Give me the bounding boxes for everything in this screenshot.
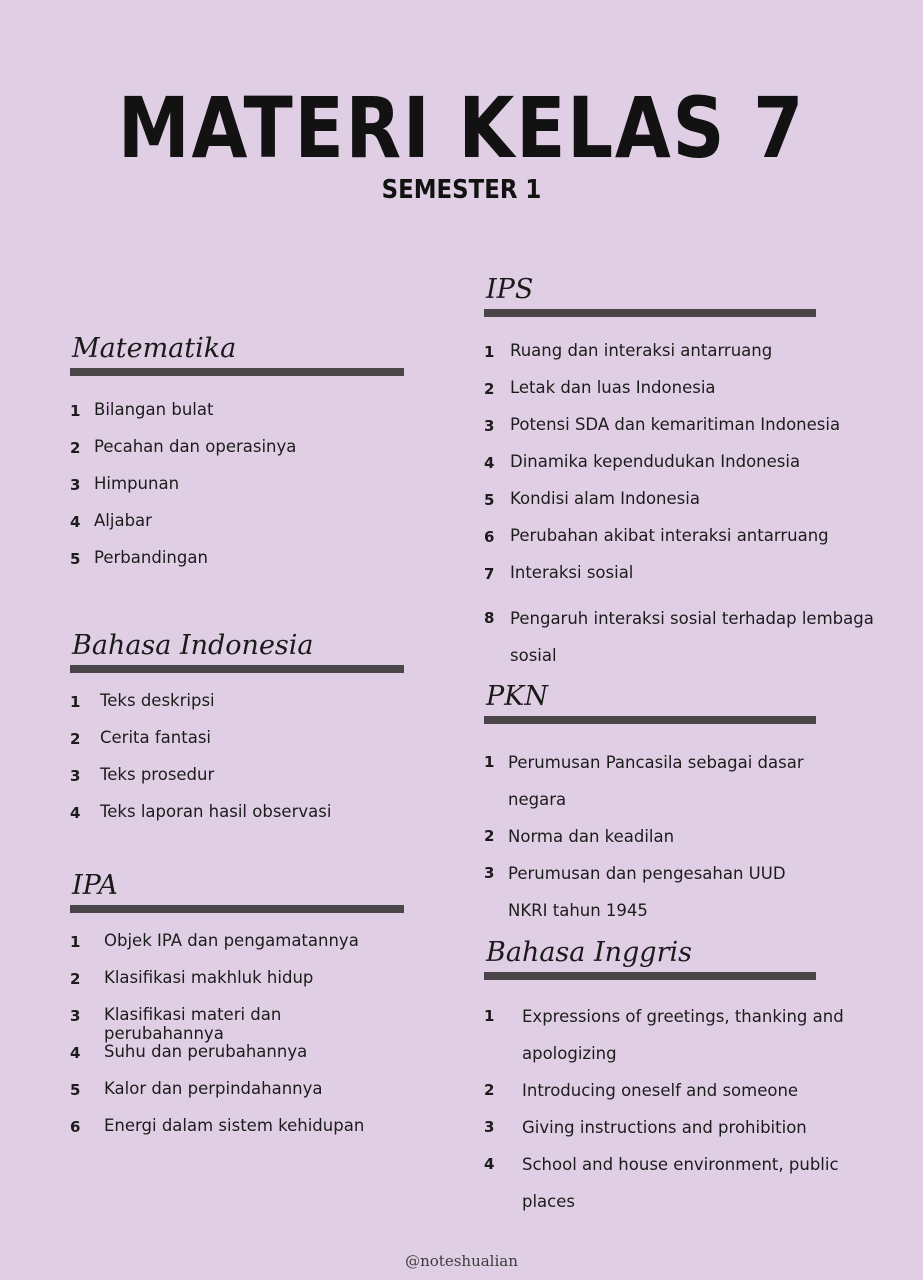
item-text: School and house environment, public places (522, 1155, 839, 1211)
item-text: Letak dan luas Indonesia (510, 378, 716, 397)
item-text: Pengaruh interaksi sosial terhadap lembaga sosial (510, 609, 874, 665)
item-text: Pecahan dan operasinya (94, 437, 297, 456)
list-item (484, 378, 894, 415)
item-text: Ruang dan interaksi antarruang (510, 341, 773, 360)
section-ipa (70, 869, 404, 1153)
item-text: Klasifikasi makhluk hidup (104, 968, 314, 987)
item-number: 2 (70, 730, 81, 748)
item-text: Expressions of greetings, thanking and apologizing (522, 1007, 844, 1063)
section-bahasa-indonesia (70, 629, 404, 839)
section-divider (484, 309, 816, 317)
list-item (484, 563, 894, 600)
item-text: Klasifikasi materi dan perubahannya (104, 1005, 282, 1043)
list-item (484, 744, 814, 818)
item-number: 3 (484, 864, 495, 882)
item-number: 3 (70, 767, 81, 785)
list-item (484, 341, 894, 378)
list-item (70, 474, 404, 511)
list-item (70, 1079, 404, 1116)
section-title: Matematika (72, 333, 237, 364)
item-text: Giving instructions and prohibition (522, 1118, 807, 1137)
item-text: Kalor dan perpindahannya (104, 1079, 323, 1098)
item-number: 7 (484, 565, 495, 583)
list-item (484, 1109, 894, 1146)
item-number: 2 (70, 970, 81, 988)
list-item (70, 691, 404, 728)
list-item (70, 728, 404, 765)
item-text: Bilangan bulat (94, 400, 214, 419)
item-number: 6 (484, 528, 495, 546)
list-item (70, 437, 404, 474)
item-number: 1 (484, 753, 495, 771)
item-text: Objek IPA dan pengamatannya (104, 931, 359, 950)
section-pkn (484, 680, 816, 929)
item-number: 1 (484, 1007, 495, 1025)
section-title: Bahasa Indonesia (72, 630, 314, 661)
item-number: 5 (484, 491, 495, 509)
topic-list (484, 998, 894, 1220)
item-text: Perumusan Pancasila sebagai dasar negara (508, 753, 804, 809)
item-number: 4 (70, 804, 81, 822)
item-number: 2 (484, 380, 495, 398)
page-title: MATERI KELAS 7 (117, 79, 806, 177)
section-title: PKN (486, 681, 548, 712)
item-text: Kondisi alam Indonesia (510, 489, 700, 508)
item-text: Introducing oneself and someone (522, 1081, 799, 1100)
section-matematika (70, 332, 404, 585)
list-item (484, 998, 894, 1072)
item-number: 2 (484, 1081, 495, 1099)
item-text: Norma dan keadilan (508, 827, 675, 846)
item-text: Perumusan dan pengesahan UUD NKRI tahun 1945 (508, 864, 786, 920)
item-number: 1 (70, 933, 81, 951)
item-number: 6 (70, 1118, 81, 1136)
list-item (70, 548, 404, 585)
page-subtitle: SEMESTER 1 (381, 175, 542, 205)
item-number: 1 (70, 402, 81, 420)
item-text: Himpunan (94, 474, 180, 493)
list-item (484, 452, 894, 489)
item-number: 5 (70, 1081, 81, 1099)
item-text: Dinamika kependudukan Indonesia (510, 452, 801, 471)
section-divider (484, 716, 816, 724)
list-item (70, 511, 404, 548)
item-text: Teks deskripsi (100, 691, 215, 710)
item-text: Potensi SDA dan kemaritiman Indonesia (510, 415, 841, 434)
list-item (70, 1005, 404, 1042)
item-number: 4 (70, 1044, 81, 1062)
list-item (484, 855, 814, 929)
item-number: 3 (484, 1118, 495, 1136)
item-text: Suhu dan perubahannya (104, 1042, 308, 1061)
list-item (484, 1072, 894, 1109)
topic-list (70, 400, 404, 585)
list-item (484, 415, 894, 452)
item-number: 1 (484, 343, 495, 361)
item-text: Interaksi sosial (510, 563, 634, 582)
section-title: IPS (486, 274, 534, 305)
item-number: 4 (484, 454, 495, 472)
item-number: 4 (70, 513, 81, 531)
list-item (484, 489, 894, 526)
topic-list (70, 691, 404, 839)
section-divider (484, 972, 816, 980)
item-text: Perbandingan (94, 548, 208, 567)
list-item (70, 968, 404, 1005)
section-title: Bahasa Inggris (486, 937, 692, 968)
list-item (70, 802, 404, 839)
topic-list (484, 341, 894, 674)
section-ips (484, 273, 874, 674)
item-text: Aljabar (94, 511, 152, 530)
item-text: Energi dalam sistem kehidupan (104, 1116, 365, 1135)
item-text: Teks prosedur (100, 765, 215, 784)
item-text: Perubahan akibat interaksi antarruang (510, 526, 829, 545)
item-number: 3 (484, 417, 495, 435)
item-number: 2 (484, 827, 495, 845)
list-item (484, 526, 894, 563)
item-number: 3 (70, 476, 81, 494)
list-item (70, 765, 404, 802)
item-number: 2 (70, 439, 81, 457)
topic-list (484, 744, 814, 929)
author-credit: @noteshualian (405, 1252, 518, 1270)
list-item (484, 1146, 894, 1220)
list-item (70, 1042, 404, 1079)
item-number: 8 (484, 609, 495, 627)
section-divider (70, 368, 404, 376)
item-number: 3 (70, 1007, 81, 1025)
item-text: Cerita fantasi (100, 728, 212, 747)
list-item (70, 931, 404, 968)
item-number: 5 (70, 550, 81, 568)
section-bahasa-inggris (484, 936, 844, 1220)
list-item (484, 818, 814, 855)
item-text: Teks laporan hasil observasi (100, 802, 332, 821)
topic-list (70, 931, 404, 1153)
section-divider (70, 665, 404, 673)
list-item (70, 1116, 404, 1153)
item-number: 4 (484, 1155, 495, 1173)
section-divider (70, 905, 404, 913)
item-number: 1 (70, 693, 81, 711)
list-item (70, 400, 404, 437)
list-item (484, 600, 894, 674)
section-title: IPA (72, 870, 118, 901)
